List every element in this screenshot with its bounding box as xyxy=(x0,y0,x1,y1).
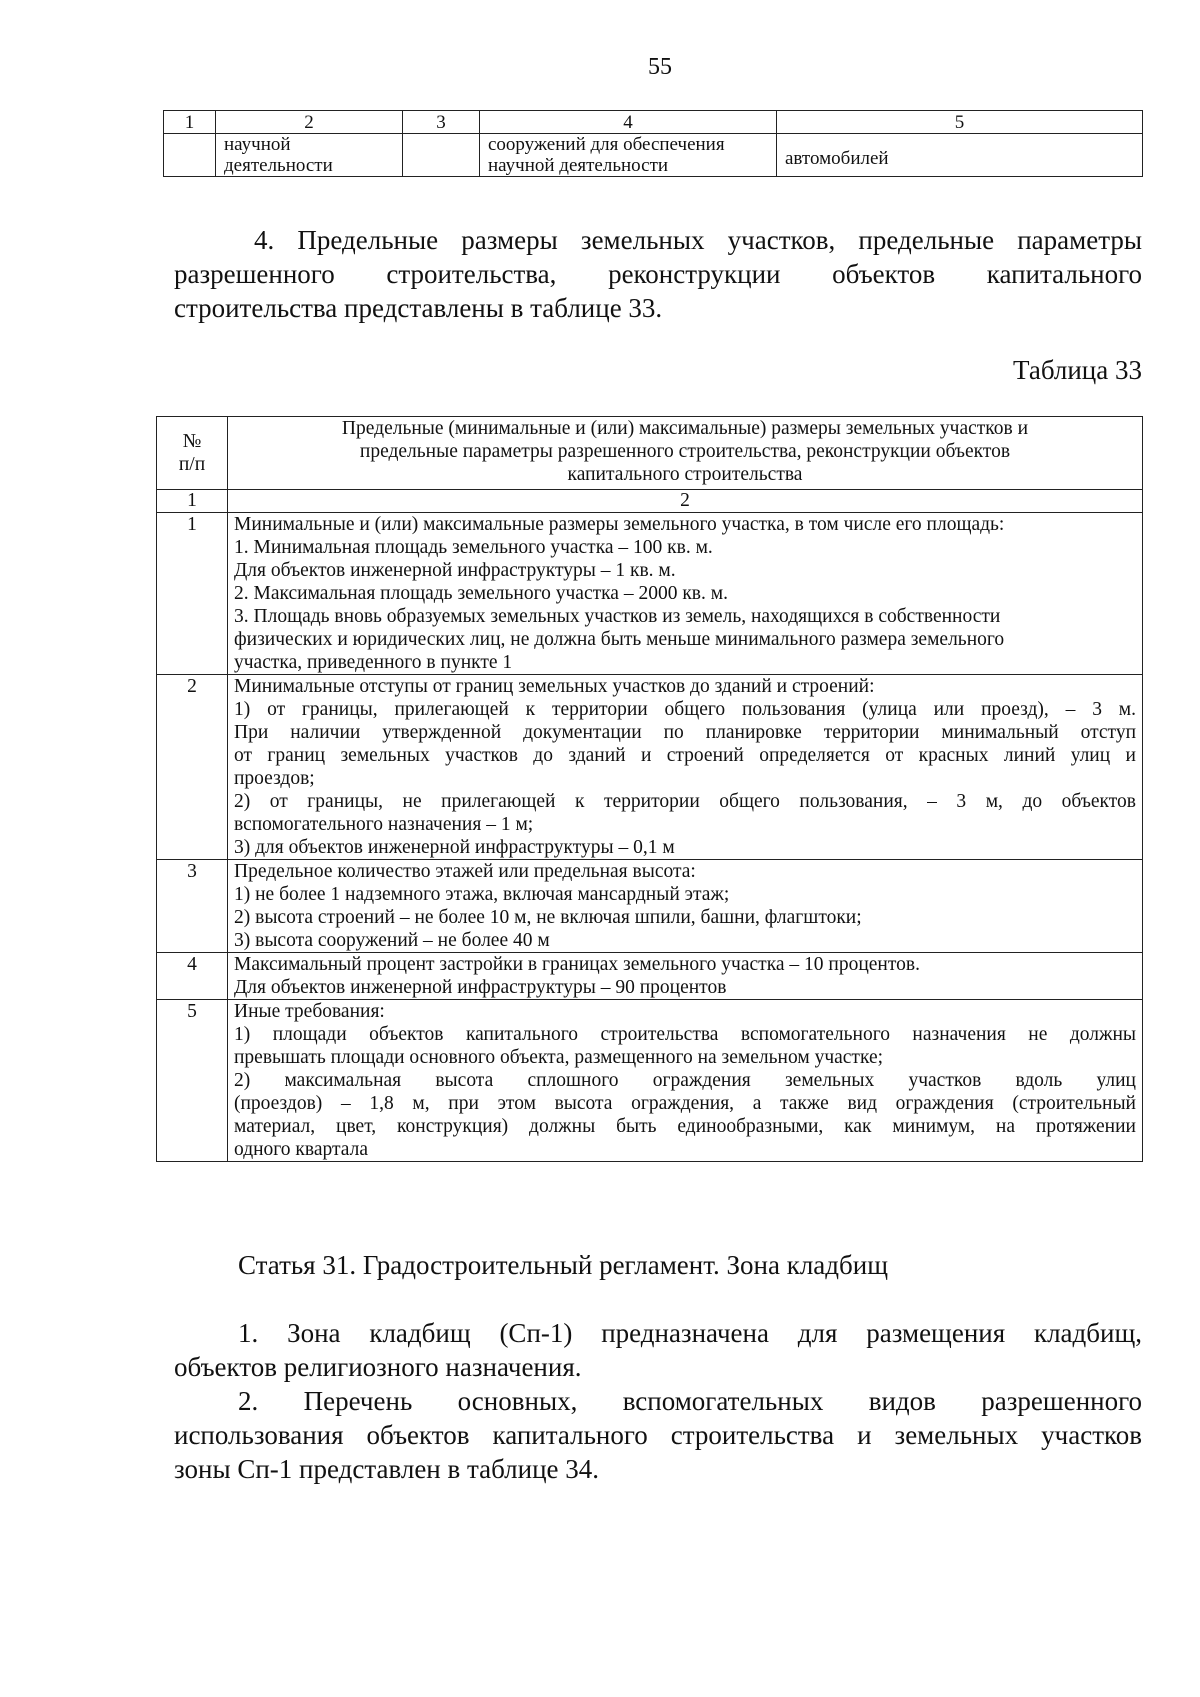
table-row xyxy=(164,134,1143,177)
cell-line: научной xyxy=(224,134,291,155)
row-line: вспомогательного назначения – 1 м; xyxy=(234,814,534,835)
page-number: 55 xyxy=(648,54,672,80)
table-caption: Таблица 33 xyxy=(1013,355,1142,385)
row-line: 1) от границы, прилегающей к территории общего пользования (улица или проезд), – 3 м. xyxy=(234,699,1136,720)
column-number: 2 xyxy=(228,490,1143,513)
row-line: Предельное количество этажей или предельная высота: xyxy=(234,861,696,882)
column-number: 3 xyxy=(403,111,480,134)
paragraph-line: зоны Сп-1 представлен в таблице 34. xyxy=(174,1454,600,1484)
paragraph-line: 2. Перечень основных, вспомогательных видов разрешенного xyxy=(238,1386,1142,1416)
table-cell xyxy=(164,134,216,177)
row-content xyxy=(228,1000,1143,1162)
paragraph-line: разрешенного строительства, реконструкции объектов капитального xyxy=(174,259,1142,289)
table-row xyxy=(157,1000,1143,1162)
row-line: превышать площади основного объекта, размещенного на земельном участке; xyxy=(234,1047,884,1068)
paragraph-1 xyxy=(174,1316,1142,1384)
row-content xyxy=(228,953,1143,1000)
table-cell xyxy=(480,134,777,177)
row-line: Для объектов инженерной инфраструктуры – 90 процентов xyxy=(234,977,727,998)
row-line: 2) максимальная высота сплошного ограждения земельных участков вдоль улиц xyxy=(234,1070,1136,1091)
cell-line: научной деятельности xyxy=(488,155,669,176)
table-row xyxy=(157,860,1143,953)
paragraph-4 xyxy=(174,223,1142,325)
row-content xyxy=(228,675,1143,860)
column-number: 1 xyxy=(157,490,228,513)
paragraph-2 xyxy=(174,1384,1142,1486)
table-33 xyxy=(156,416,1143,1162)
continued-table xyxy=(163,110,1143,177)
row-line: Минимальные и (или) максимальные размеры земельного участка, в том числе его площадь: xyxy=(234,514,1005,535)
table-row xyxy=(157,675,1143,860)
table-header-row xyxy=(164,111,1143,134)
row-line: Иные требования: xyxy=(234,1001,385,1022)
paragraph-line: использования объектов капитального строительства и земельных участков xyxy=(174,1420,1142,1450)
row-line: Минимальные отступы от границ земельных участков до зданий и строений: xyxy=(234,676,875,697)
column-number-row xyxy=(157,490,1143,513)
row-number: 3 xyxy=(157,860,228,953)
row-line: Максимальный процент застройки в границах земельного участка – 10 процентов. xyxy=(234,954,920,975)
row-number: 2 xyxy=(157,675,228,860)
row-line: 3) высота сооружений – не более 40 м xyxy=(234,930,550,951)
header-line: п/п xyxy=(178,454,206,475)
row-line: 1) площади объектов капитального строительства вспомогательного назначения не должны xyxy=(234,1024,1136,1045)
header-line: № xyxy=(182,431,202,452)
row-line: 3. Площадь вновь образуемых земельных участков из земель, находящихся в собственности xyxy=(234,606,1001,627)
table-cell: автомобилей xyxy=(777,134,1143,177)
row-line: проездов; xyxy=(234,768,315,789)
row-line: одного квартала xyxy=(234,1139,368,1160)
header-number-cell xyxy=(157,417,228,490)
table-cell xyxy=(403,134,480,177)
paragraph-line: строительства представлены в таблице 33. xyxy=(174,293,663,323)
row-line: При наличии утвержденной документации по планировке территории минимальный отступ xyxy=(234,722,1136,743)
row-line: 2) от границы, не прилегающей к территории общего пользования, – 3 м, до объектов xyxy=(234,791,1136,812)
article-heading: Статья 31. Градостроительный регламент. Зона кладбищ xyxy=(238,1250,889,1280)
row-content xyxy=(228,860,1143,953)
table-cell xyxy=(216,134,403,177)
header-line: капитального строительства xyxy=(567,464,803,485)
row-line: 1. Минимальная площадь земельного участка – 100 кв. м. xyxy=(234,537,713,558)
cell-line: сооружений для обеспечения xyxy=(488,134,725,155)
row-line: участка, приведенного в пункте 1 xyxy=(234,652,513,673)
row-line: материал, цвет, конструкция) должны быть единообразными, как минимум, на протяжении xyxy=(234,1116,1136,1137)
row-number: 1 xyxy=(157,513,228,675)
row-line: 2) высота строений – не более 10 м, не включая шпили, башни, флагштоки; xyxy=(234,907,862,928)
paragraph-line: 1. Зона кладбищ (Сп-1) предназначена для размещения кладбищ, xyxy=(238,1318,1142,1348)
column-number: 2 xyxy=(216,111,403,134)
header-line: предельные параметры разрешенного строительства, реконструкции объектов xyxy=(359,441,1011,462)
header-description-cell xyxy=(228,417,1143,490)
cell-line: деятельности xyxy=(224,155,333,176)
row-content xyxy=(228,513,1143,675)
column-number: 1 xyxy=(164,111,216,134)
table-header-row xyxy=(157,417,1143,490)
paragraph-line: 4. Предельные размеры земельных участков, предельные параметры xyxy=(254,225,1142,255)
table-row xyxy=(157,953,1143,1000)
column-number: 4 xyxy=(480,111,777,134)
row-line: 1) не более 1 надземного этажа, включая мансардный этаж; xyxy=(234,884,730,905)
row-line: 3) для объектов инженерной инфраструктуры – 0,1 м xyxy=(234,837,675,858)
row-number: 5 xyxy=(157,1000,228,1162)
column-number: 5 xyxy=(777,111,1143,134)
paragraph-line: объектов религиозного назначения. xyxy=(174,1352,582,1382)
row-line: от границ земельных участков до зданий и строений определяется от красных линий улиц и xyxy=(234,745,1136,766)
row-line: физических и юридических лиц, не должна быть меньше минимального размера земельного xyxy=(234,629,1005,650)
table-row xyxy=(157,513,1143,675)
row-line: 2. Максимальная площадь земельного участка – 2000 кв. м. xyxy=(234,583,728,604)
header-line: Предельные (минимальные и (или) максимальные) размеры земельных участков и xyxy=(341,418,1029,439)
row-line: (проездов) – 1,8 м, при этом высота ограждения, а также вид ограждения (строительный xyxy=(234,1093,1136,1114)
row-number: 4 xyxy=(157,953,228,1000)
row-line: Для объектов инженерной инфраструктуры – 1 кв. м. xyxy=(234,560,676,581)
